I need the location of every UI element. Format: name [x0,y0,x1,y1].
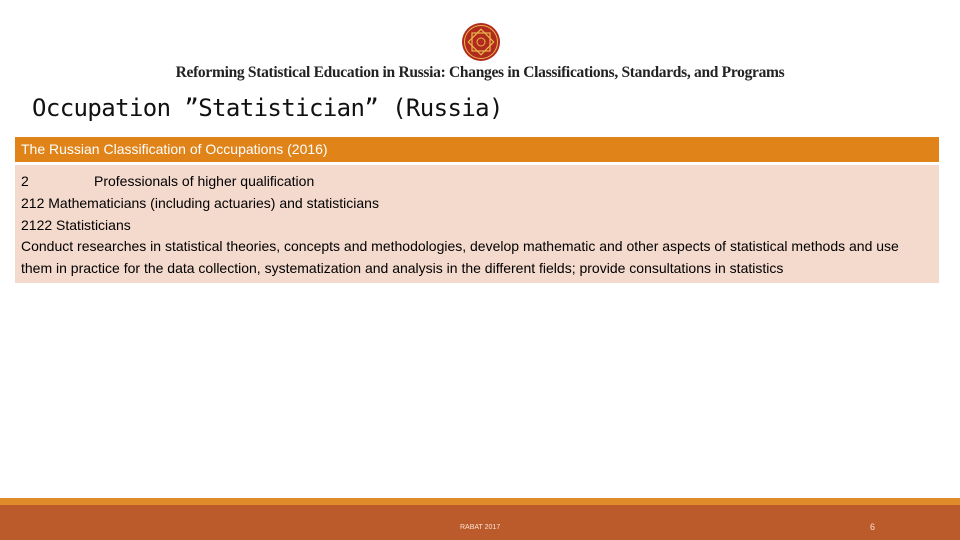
occupation-code: 2 [21,173,29,189]
footer-event-label: RABAT 2017 [460,524,501,531]
occupation-row-2122: 2122 Statisticians [21,216,131,233]
footer-accent-stripe [0,498,960,505]
footer-bar [0,505,960,540]
star-emblem-icon [461,22,501,62]
occupation-row-212: 212 Mathematicians (including actuaries) and statisticians [21,194,379,211]
table-body [15,165,939,283]
occupation-row-group-2 [21,171,933,193]
table-header: The Russian Classification of Occupations (2016) [15,137,939,162]
page-number: 6 [870,522,876,532]
occupation-label: Professionals of higher qualification [94,173,315,189]
slide-title: Occupation ”Statistician” (Russia) [32,94,503,122]
conference-title: Reforming Statistical Education in Russia: Changes in Classifications, Standards, and Programs [175,64,785,81]
classification-table [15,137,939,283]
occupation-description: Conduct researches in statistical theories, concepts and methodologies, develop mathematic and other aspects of statistical methods and use them in practice for the data collection, systematization and analysis in the different fields; provide consultations in statistics [21,238,899,277]
